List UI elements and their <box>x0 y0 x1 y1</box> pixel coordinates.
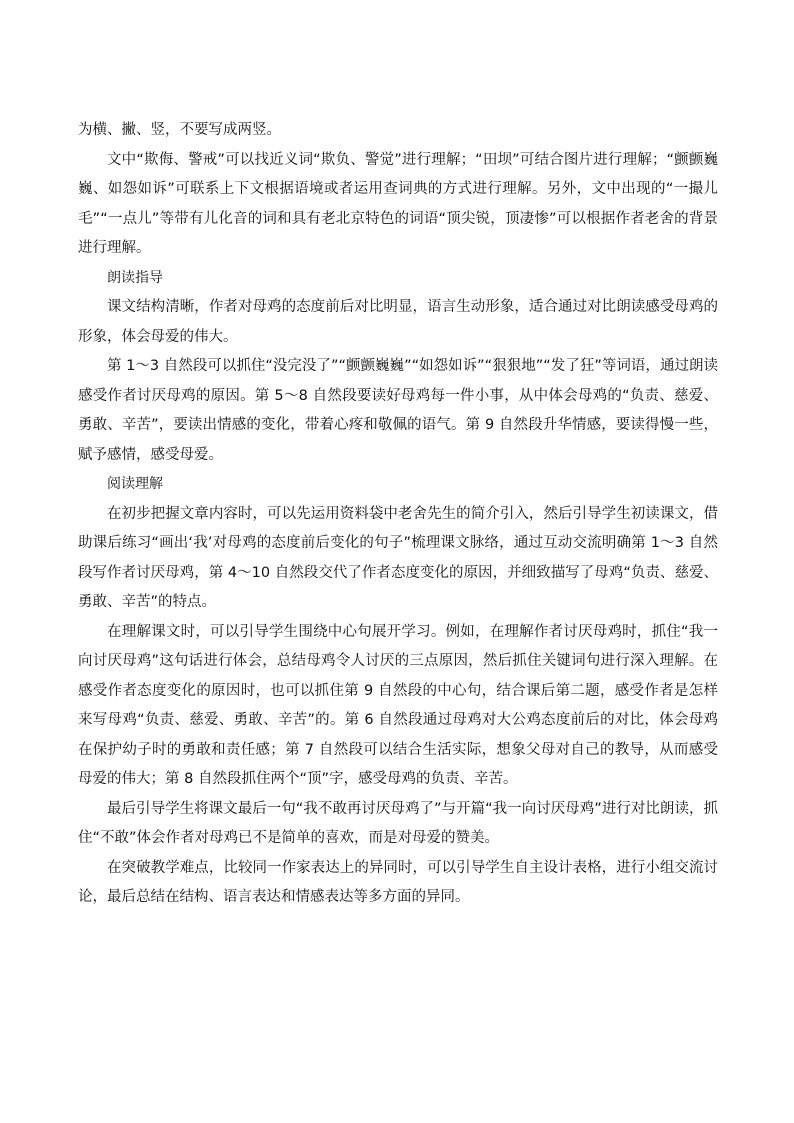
paragraph-reading-aloud-intro: 课文结构清晰，作者对母鸡的态度前后对比明显，语言生动形象，适合通过对比朗读感受母鸡的形象，体会母爱的伟大。 <box>78 299 718 345</box>
paragraph-comprehension-ending: 最后引导学生将课文最后一句“我不敢再讨厌母鸡了”与开篇“我一向讨厌母鸡”进行对比朗读，抓住“不敢”体会作者对母鸡已不是简单的喜欢，而是对母爱的赞美。 <box>78 800 718 846</box>
paragraph-vocabulary: 文中“欺侮、警戒”可以找近义词“欺负、警觉”进行理解；“田坝”可结合图片进行理解；“颤颤巍巍、如怨如诉”可联系上下文根据语境或者运用查词典的方式进行理解。另外，文中出现的“一撮儿毛”“一点儿”等带有儿化音的词和具有老北京特色的词语“顶尖锐，顶凄惨”可以根据作者老舍的背景进行理解。 <box>78 151 718 256</box>
paragraph-comprehension-intro: 在初步把握文章内容时，可以先运用资料袋中老舍先生的简介引入，然后引导学生初读课文，借助课后练习“画出‘我’对母鸡的态度前后变化的句子”梳理课文脉络，通过互动交流明确第 1～3 自然段写作者讨厌母鸡，第 4～10 自然段交代了作者态度变化的原因，并细致描写了母鸡“负责、慈爱、勇敢、辛苦”的特点。 <box>78 505 718 610</box>
section-heading-comprehension: 阅读理解 <box>107 476 163 492</box>
section-heading-reading-aloud: 朗读指导 <box>107 269 163 286</box>
paragraph-reading-aloud-detail: 第 1～3 自然段可以抓住“没完没了”“颤颤巍巍”“如怨如诉”“狠狠地”“发了狂”等词语，通过朗读感受作者讨厌母鸡的原因。第 5～8 自然段要读好母鸡每一件小事，从中体会母鸡的“负责、慈爱、勇敢、辛苦”，要读出情感的变化，带着心疼和敬佩的语气。第 9 自然段升华情感，要读得慢一些，赋予感情，感受母爱。 <box>78 358 718 463</box>
document-body <box>78 116 718 913</box>
paragraph-comprehension-central-sentence: 在理解课文时，可以引导学生围绕中心句展开学习。例如，在理解作者讨厌母鸡时，抓住“我一向讨厌母鸡”这句话进行体会，总结母鸡令人讨厌的三点原因，然后抓住关键词句进行深入理解。在感受作者态度变化的原因时，也可以抓住第 9 自然段的中心句，结合课后第二题，感受作者是怎样来写母鸡“负责、慈爱、勇敢、辛苦”的。第 6 自然段通过母鸡对大公鸡态度前后的对比，体会母鸡在保护幼子时的勇敢和责任感；第 7 自然段可以结合生活实际，想象父母对自己的教导，从而感受母爱的伟大；第 8 自然段抓住两个“顶”字，感受母鸡的负责、辛苦。 <box>78 623 718 787</box>
paragraph-teaching-difficulty: 在突破教学难点，比较同一作家表达上的异同时，可以引导学生自主设计表格，进行小组交流讨论，最后总结在结构、语言表达和情感表达等多方面的异同。 <box>78 859 718 905</box>
paragraph-stroke-note: 为横、撇、竖，不要写成两竖。 <box>78 122 281 138</box>
